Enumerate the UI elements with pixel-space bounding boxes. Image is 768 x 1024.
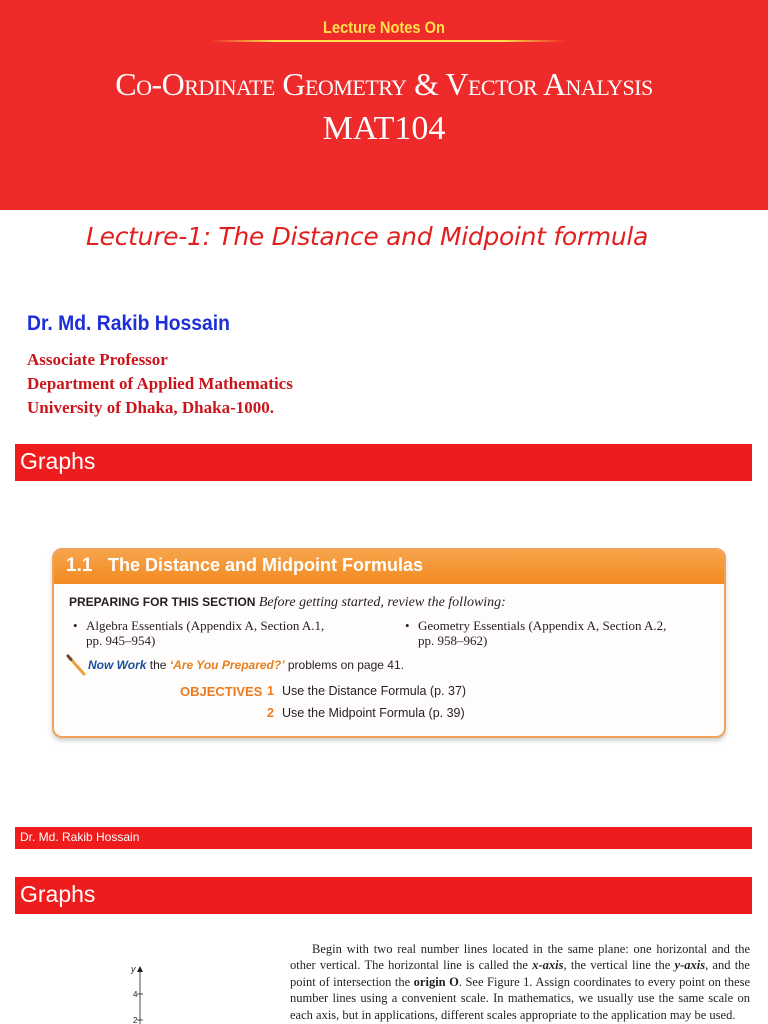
section-header-label: Graphs — [20, 448, 96, 474]
section-card — [52, 548, 726, 738]
pencil-icon — [66, 654, 88, 678]
objectives-label: OBJECTIVES — [180, 684, 263, 699]
y-axis-term: y-axis — [674, 958, 706, 973]
section-header-graphs — [15, 444, 752, 481]
y-axis-label: y — [131, 964, 136, 974]
author-position: Associate Professor — [27, 350, 168, 369]
title-banner — [0, 0, 768, 210]
x-axis-term: x-axis — [532, 958, 564, 973]
author-university: University of Dhaka, Dhaka-1000. — [27, 398, 274, 417]
now-work-rest: problems on page 41. — [287, 658, 404, 672]
course-title: Co-Ordinate Geometry & Vector Analysis — [115, 66, 653, 102]
card-section-number: 1.1 — [66, 555, 93, 576]
prep-bullet-geometry — [405, 618, 667, 648]
objective-text: Use the Distance Formula (p. 37) — [281, 684, 467, 698]
footer-author: Dr. Md. Rakib Hossain — [20, 830, 140, 844]
axis-figure — [120, 958, 160, 1024]
bullet-line1: Geometry Essentials (Appendix A, Section A.2, — [418, 618, 667, 633]
bullet-line2: pp. 958–962) — [418, 633, 488, 648]
section-header-graphs-2 — [15, 877, 752, 914]
preparing-label: PREPARING FOR THIS SECTION — [69, 595, 256, 609]
kicker-underline — [210, 40, 566, 42]
now-work-label: Now Work — [88, 658, 147, 672]
objective-item — [267, 706, 465, 720]
preparing-line — [69, 595, 506, 611]
section-header-label: Graphs — [20, 881, 96, 907]
bullet-dot-icon: • — [73, 618, 78, 633]
bullet-dot-icon: • — [405, 618, 410, 633]
are-you-prepared-label: ‘Are You Prepared?’ — [169, 658, 285, 672]
preparing-text: Before getting started, review the following: — [258, 595, 506, 610]
lecture-title: Lecture-1: The Distance and Midpoint formula — [86, 222, 649, 251]
body-text-run: Begin with two real number lines located in the same plane: one horizontal and the other vertical. The horizontal line is called the — [290, 942, 750, 973]
now-work-line — [88, 658, 404, 672]
card-header — [54, 550, 724, 584]
body-text-run: . See Figure 1. Assign coordinates to every point on these number lines using a convenient scale. In mathematics, we usually use the same scale on each axis, but in applications, different scales appropriate to the application may be used. — [290, 974, 750, 1022]
bullet-line2: pp. 945–954) — [86, 633, 156, 648]
card-section-title: The Distance and Midpoint Formulas — [108, 555, 424, 575]
origin-term: origin O — [413, 974, 459, 989]
slide-footer — [15, 827, 752, 849]
objective-item — [267, 684, 466, 698]
objective-number: 2 — [267, 706, 274, 720]
tick-label: 4 — [133, 990, 138, 999]
now-work-the: the — [149, 658, 167, 672]
author-name: Dr. Md. Rakib Hossain — [27, 312, 230, 335]
course-code: MAT104 — [322, 110, 446, 147]
body-paragraph — [290, 941, 750, 1023]
body-text-run: , the vertical line the — [563, 958, 675, 973]
prep-bullet-algebra — [73, 618, 325, 648]
objective-text: Use the Midpoint Formula (p. 39) — [281, 706, 465, 720]
author-department: Department of Applied Mathematics — [27, 374, 293, 393]
objective-number: 1 — [267, 684, 274, 698]
banner-kicker: Lecture Notes On — [323, 18, 445, 37]
tick-label: 2 — [133, 1016, 138, 1024]
bullet-line1: Algebra Essentials (Appendix A, Section A.1, — [86, 618, 325, 633]
body-text-run: , and the point of intersection the — [290, 958, 750, 989]
